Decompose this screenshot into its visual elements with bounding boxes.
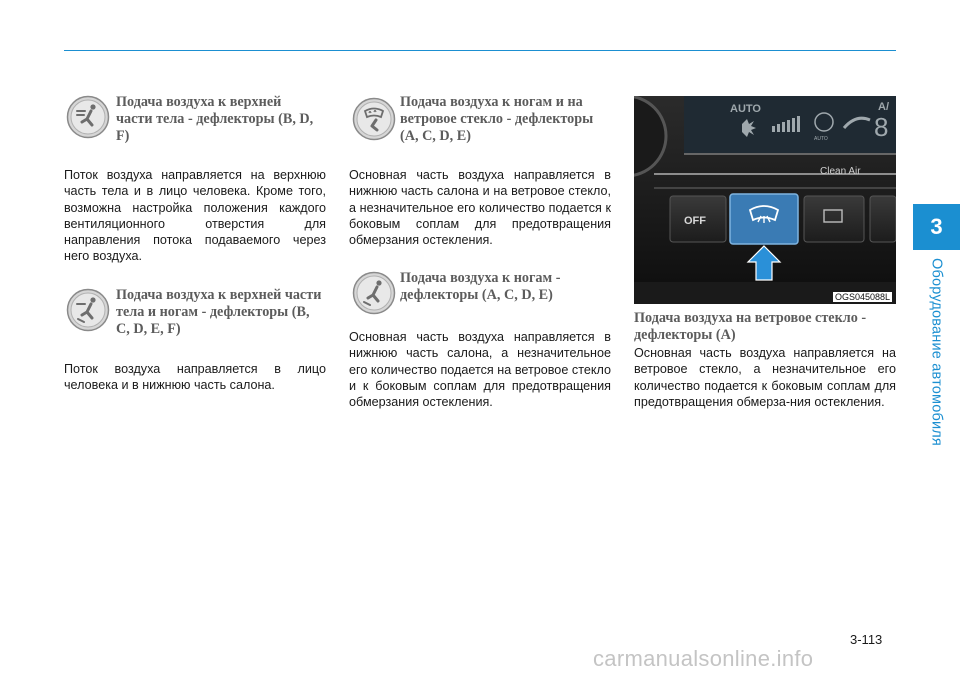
section-body: Поток воздуха направляется в лицо человека и в нижнюю часть салона. bbox=[64, 362, 326, 393]
section-body: Основная часть воздуха направляется в нижнюю часть салона и на ветровое стекло, а незначительное его количество подается к боковым соплам для предотвращения обмерзания остекления. bbox=[349, 168, 611, 248]
section-heading: Подача воздуха к верхней части тела - дефлекторы (B, D, F) bbox=[116, 94, 314, 144]
climate-panel-figure bbox=[634, 96, 896, 304]
section-body: Основная часть воздуха направляется в нижнюю часть салона, а незначительное его количество подается на ветровое стекло и к боковым соплам для предотвращения обмерзания остекления. bbox=[349, 330, 611, 410]
vent-floor-icon bbox=[352, 271, 396, 315]
page-number: 3-113 bbox=[850, 632, 883, 647]
section-body: Основная часть воздуха направляется на ветровое стекло, а незначительное его количество подается к боковым соплам для предотвращения обмерза-ния остекления. bbox=[634, 346, 896, 409]
temp-digit: 8 bbox=[874, 112, 889, 142]
watermark: carmanualsonline.info bbox=[593, 646, 814, 671]
section-heading: Подача воздуха к ногам и на ветровое стекло - дефлекторы (A, C, D, E) bbox=[400, 94, 594, 144]
vent-upper-lower-icon bbox=[66, 288, 110, 332]
chapter-tab[interactable]: 3 bbox=[913, 204, 960, 250]
chapter-title: Оборудование автомобиля bbox=[928, 258, 945, 446]
section-heading: Подача воздуха к верхней части тела и ногам - дефлекторы (B, C, D, E, F) bbox=[116, 287, 322, 337]
auto-label: AUTO bbox=[730, 103, 761, 115]
ac-label: A/ bbox=[878, 101, 889, 113]
vent-floor-defrost-icon bbox=[352, 97, 396, 141]
climate-panel-illustration bbox=[634, 96, 896, 304]
section-heading: Подача воздуха к ногам - дефлекторы (A, C, D, E) bbox=[400, 270, 561, 303]
clean-air-label: Clean Air bbox=[820, 166, 861, 177]
rear-defrost-button[interactable] bbox=[804, 196, 864, 242]
header-rule bbox=[64, 50, 896, 51]
section-heading: Подача воздуха на ветровое стекло - дефлекторы (A) bbox=[634, 310, 867, 343]
off-label: OFF bbox=[684, 215, 706, 227]
auto-small-label: AUTO bbox=[814, 136, 828, 142]
figure-code: OGS045088L bbox=[834, 292, 890, 302]
vent-upper-icon bbox=[66, 95, 110, 139]
section-body: Поток воздуха направляется на верхнюю часть тела и в лицо человека. Кроме того, возможна настройка положения каждого вентиляционного отверстия для направления потока подаваемого через него воздуха. bbox=[64, 168, 326, 264]
